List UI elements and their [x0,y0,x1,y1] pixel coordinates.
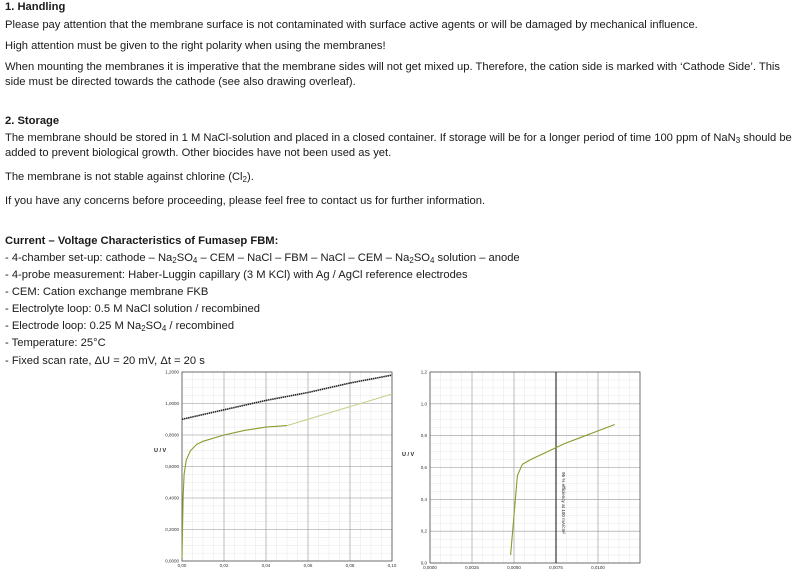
section-heading-handling: 1. Handling [5,1,66,13]
x-tick-label: 0,10 [387,563,397,568]
storage-paragraph-1: The membrane should be stored in 1 M NaCl-solution and placed in a closed container. If storage will be for a longer period of time 100 ppm of NaN$_3$ should be added to prevent biological growth. Other biocides have not been used as yet. [5,132,792,159]
y-tick-label: 0,0 [420,560,427,566]
list-item: - CEM: Cation exchange membrane FKB [5,286,209,299]
list-item: - Electrolyte loop: 0.5 M NaCl solution / recombined [5,303,260,316]
y-tick-label: 0,2 [420,528,427,534]
y-tick-label: 1,2 [420,369,427,375]
chart-right [402,370,640,571]
y-tick-label: 1,2000 [165,369,179,375]
y-tick-label: 1,0000 [165,401,179,406]
storage-paragraph-2: The membrane is not stable against chlorine $(Cl_2)$. [5,171,254,184]
y-tick-label: 0,6 [420,465,427,470]
x-tick-label: 0,08 [345,563,355,568]
x-tick-label: 0,00 [177,563,187,568]
y-axis-label: U / V [402,452,415,458]
chart-left [154,370,397,569]
x-tick-label: 0,0025 [465,565,479,570]
handling-paragraph-3: When mounting the membranes it is imperative that the membrane sides will not get mixed up. Therefore, the cation side is marked with ‘Cathode Side’. This side must be directed towards the cathode (see also drawing overleaf). [5,61,781,88]
x-tick-label: 0,04 [261,563,271,568]
x-tick-label: 0,0000 [423,565,437,570]
list-item: - Electrode loop: 0.25 M $Na_2SO_4$ / recombined [5,320,235,334]
y-tick-label: 0,8 [420,433,427,439]
x-tick-label: 0,0050 [507,565,521,570]
y-tick-label: 0,0000 [165,558,179,564]
handling-paragraph-2: High attention must be given to the right polarity when using the membranes! [5,40,386,52]
y-tick-label: 1,0 [420,401,427,407]
y-tick-label: 0,6000 [165,464,179,469]
y-tick-label: 0,2000 [165,527,179,532]
y-tick-label: 0,8000 [165,432,179,438]
annotation-label: 96 % efficiency at 100 mA/cm² [561,472,566,534]
y-tick-label: 0,4 [420,496,427,502]
x-tick-label: 0,02 [219,563,229,568]
x-tick-label: 0,0075 [549,565,563,570]
section-heading-characteristics: Current – Voltage Characteristics of Fumasep FBM: [5,235,279,247]
y-tick-label: 0,4000 [165,495,179,501]
y-axis-label: U / V [154,448,167,454]
list-item: - 4-probe measurement: Haber-Luggin capillary (3 M KCl) with Ag / AgCl reference electrodes [5,269,468,282]
section-heading-storage: 2. Storage [5,115,60,127]
x-tick-label: 0,0100 [591,565,605,570]
handling-paragraph-1: Please pay attention that the membrane surface is not contaminated with surface active agents or will be damaged by mechanical influence. [5,19,698,31]
list-item: - 4-chamber set-up: cathode – $Na_2SO_4$ – CEM – NaCl – FBM – NaCl – CEM – $Na_2SO_4$ solution – anode [5,252,520,265]
list-item: - Fixed scan rate, ΔU = 20 mV, Δt = 20 s [5,354,205,367]
list-item: - Temperature: 25°C [5,337,106,350]
x-tick-label: 0,06 [303,563,313,568]
storage-paragraph-3: If you have any concerns before proceeding, please feel free to contact us for further information. [5,195,486,207]
